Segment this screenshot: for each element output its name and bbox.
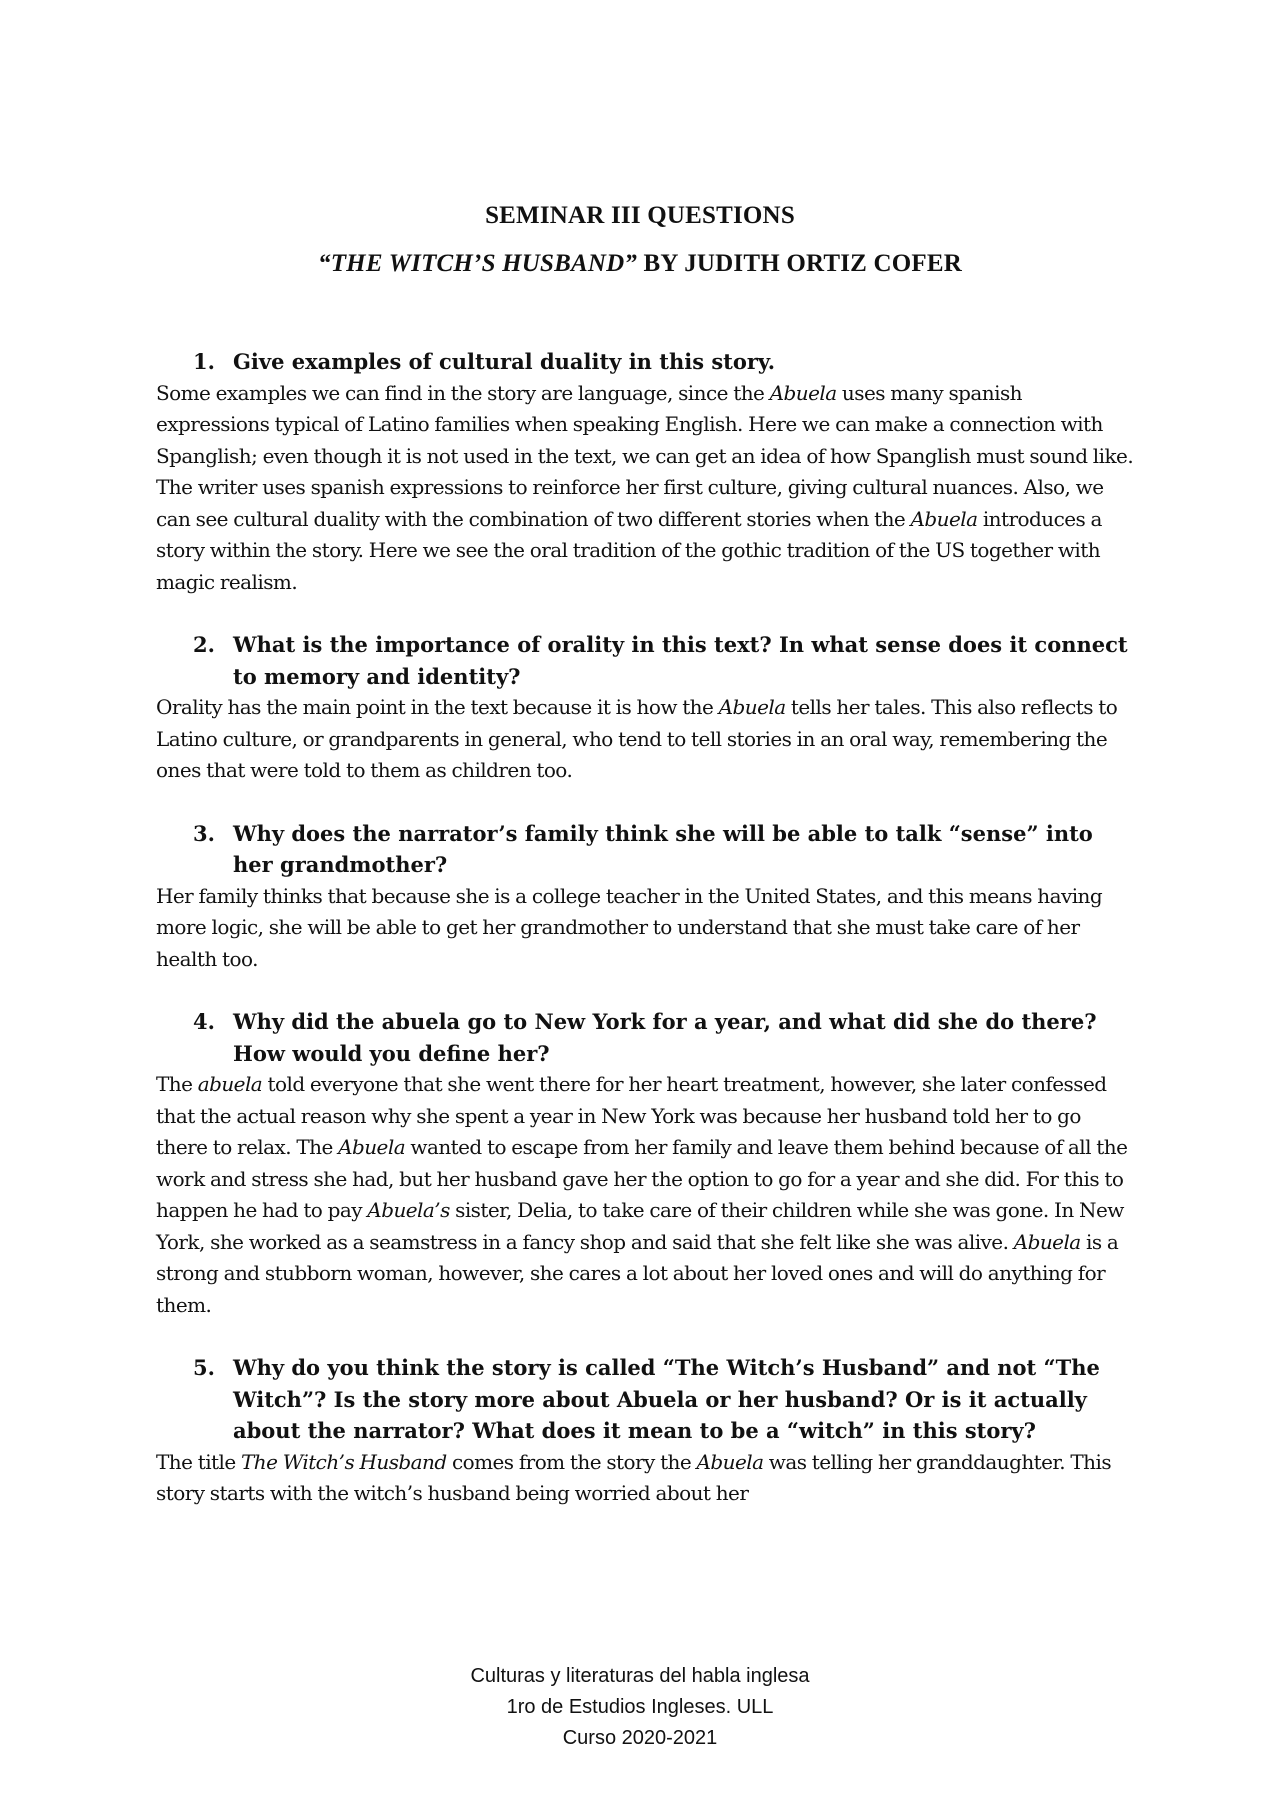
answer-italic: Abuela (718, 695, 786, 719)
answer-italic: Abuela (1013, 1229, 1081, 1254)
question-text: What is the importance of orality in this text? In what sense does it connect to memory and identity? (233, 632, 1128, 689)
answer-italic: Abuela (910, 506, 978, 531)
answer-text: was telling her granddaughter. This story starts with the witch’s husband being worried about her (156, 1449, 1112, 1505)
answer-paragraph (156, 378, 1136, 599)
answer-paragraph (156, 692, 1136, 787)
question-number: 4. (193, 1009, 215, 1034)
answer-text: The (156, 1072, 198, 1096)
question-text: Give examples of cultural duality in this story. (233, 349, 776, 374)
question (193, 629, 1136, 692)
answer-paragraph (156, 881, 1136, 976)
footer-year: Curso 2020-2021 (562, 1727, 718, 1749)
answer-italic: Abuela (696, 1449, 764, 1474)
answer-italic: Abuela (338, 1135, 406, 1159)
question-number: 3. (193, 820, 215, 846)
answer-text: is a strong and stubborn woman, however, she cares a lot about her loved ones and will do anything for them. (156, 1229, 1119, 1317)
answer-text: tells her tales. This also reflects to Latino culture, or grandparents in general, who tend to tell stories in an oral way, remembering the ones that were told to them as children too. (156, 695, 1118, 782)
answer-text: Some examples we can find in the story are language, since the (156, 380, 770, 405)
question-text: Why does the narrator’s family think she will be able to talk “sense” into her grandmother? (233, 820, 1093, 877)
answer-text: Orality has the main point in the text because it is how the (156, 695, 719, 719)
answer-italic: Abuela’s (367, 1198, 450, 1222)
question (193, 1006, 1136, 1069)
question (193, 1352, 1136, 1447)
answer-text: uses many spanish expressions typical of Latino families when speaking English. Here we can make a connection with Spanglish; even though it is not used in the text, we can get an idea of how Spanglish must sound like. The writer uses spanish expressions to reinforce her first culture, giving cultural nuances. Also, we can see cultural duality with the combination of two different stories when the (156, 380, 1134, 531)
footer-course: Culturas y literaturas del habla inglesa (470, 1665, 810, 1687)
page-footer (0, 1661, 1280, 1754)
answer-text: sister, Delia, to take care of their children while she was gone. In New York, she worked as a seamstress in a fancy shop and said that she felt like she was alive. (156, 1198, 1124, 1254)
answer-text: comes from the story the (446, 1449, 697, 1474)
question-block (156, 1006, 1136, 1321)
answer-italic: The Witch’s Husband (240, 1449, 447, 1474)
question (193, 818, 1136, 881)
answer-italic: abuela (197, 1072, 263, 1096)
footer-degree: 1ro de Estudios Ingleses. ULL (506, 1696, 774, 1718)
question-text: Why do you think the story is called “The Witch’s Husband” and not “The Witch”? Is the story more about Abuela or her husband? Or is it actually about the narrator? What does it mean to be a “witch” in this story? (233, 1355, 1100, 1443)
answer-text: The title (156, 1449, 241, 1474)
question-number: 1. (193, 349, 215, 374)
story-title: “THE WITCH’S HUSBAND” (318, 250, 638, 277)
question-block (156, 346, 1136, 598)
question-block (156, 1352, 1136, 1510)
question-block (156, 818, 1136, 976)
answer-text: introduces a story within the story. Here we see the oral tradition of the gothic tradition of the US together with magic realism. (156, 506, 1102, 594)
question-number: 5. (193, 1355, 215, 1380)
page-title: SEMINAR III QUESTIONS (485, 202, 795, 229)
answer-text: told everyone that she went there for her heart treatment, however, she later confessed that the actual reason why she spent a year in New York was because her husband told her to go there to relax. The (156, 1072, 1107, 1159)
question (193, 346, 1136, 378)
subtitle-author: BY JUDITH ORTIZ COFER (637, 250, 962, 277)
questions-section (156, 346, 1136, 1541)
answer-paragraph (156, 1069, 1136, 1321)
answer-text: Her family thinks that because she is a college teacher in the United States, and this means having more logic, she will be able to get her grandmother to understand that she must take care of her health too. (156, 883, 1103, 971)
answer-italic: Abuela (769, 380, 837, 405)
answer-paragraph (156, 1447, 1136, 1510)
question-text: Why did the abuela go to New York for a year, and what did she do there? How would you define her? (233, 1009, 1097, 1066)
answer-text: wanted to escape from her family and leave them behind because of all the work and stress she had, but her husband gave her the option to go for a year and she did. For this to happen he had to pay (156, 1135, 1128, 1222)
question-block (156, 629, 1136, 787)
page-subtitle (0, 250, 1280, 278)
question-number: 2. (193, 632, 215, 657)
